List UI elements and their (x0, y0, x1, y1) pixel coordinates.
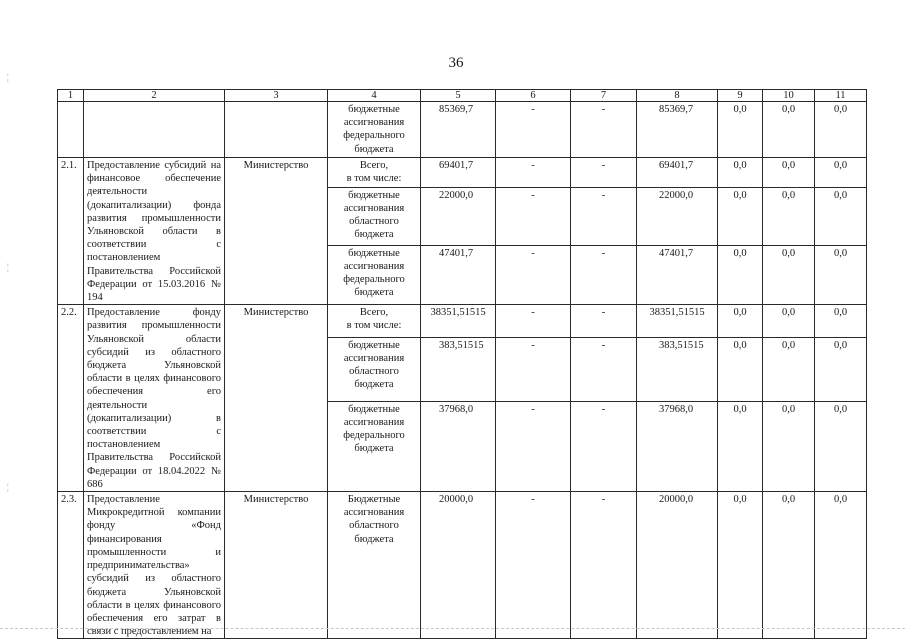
table-row (58, 102, 867, 158)
value-col9: 0,0 (718, 305, 763, 337)
value-col10: 0,0 (763, 337, 815, 401)
page-number: 36 (448, 55, 464, 71)
value-col9: 0,0 (718, 337, 763, 401)
item-name-cell: Предоставление фонду развития промышленности Ульяновской области субсидий из областного бюджета Ульяновской области в целях финансового обеспечения его деятельности (докапитализации) в соответствии с постановлением Правительства Российской Федерации от 18.04.2022 № 686 (84, 305, 225, 492)
value-col5: 85369,7 (421, 102, 496, 158)
item-name-cell (84, 102, 225, 158)
value-col11: 0,0 (815, 337, 867, 401)
value-col9: 0,0 (718, 187, 763, 245)
value-col5: 37968,0 (421, 401, 496, 491)
value-col9: 0,0 (718, 492, 763, 639)
value-col6: - (496, 102, 571, 158)
value-col10: 0,0 (763, 187, 815, 245)
budget-table (57, 89, 867, 639)
source-cell: Бюджетные ассигнования областного бюджета (328, 492, 421, 639)
value-col5: 383,51515 (421, 337, 496, 401)
value-col6: - (496, 245, 571, 304)
column-number: 5 (421, 90, 496, 102)
value-col10: 0,0 (763, 305, 815, 337)
source-cell: бюджетные ассигнования областного бюджета (328, 187, 421, 245)
value-col7: - (571, 492, 637, 639)
executor-cell: Министерство (225, 305, 328, 492)
value-col11: 0,0 (815, 305, 867, 337)
value-col7: - (571, 305, 637, 337)
value-col8: 38351,51515 (637, 305, 718, 337)
table-row (58, 158, 867, 188)
margin-mark: ¦ (7, 72, 9, 82)
value-col5: 20000,0 (421, 492, 496, 639)
executor-cell: Министерство (225, 492, 328, 639)
column-number: 8 (637, 90, 718, 102)
value-col9: 0,0 (718, 102, 763, 158)
value-col6: - (496, 305, 571, 337)
table-row (58, 305, 867, 337)
executor-cell (225, 102, 328, 158)
value-col11: 0,0 (815, 102, 867, 158)
column-number: 6 (496, 90, 571, 102)
value-col8: 22000,0 (637, 187, 718, 245)
column-number: 1 (58, 90, 84, 102)
value-col8: 20000,0 (637, 492, 718, 639)
value-col10: 0,0 (763, 102, 815, 158)
value-col9: 0,0 (718, 158, 763, 188)
value-col5: 69401,7 (421, 158, 496, 188)
source-cell: бюджетные ассигнования федерального бюджета (328, 245, 421, 304)
value-col9: 0,0 (718, 245, 763, 304)
value-col5: 38351,51515 (421, 305, 496, 337)
scan-edge-line (0, 628, 905, 631)
column-number: 3 (225, 90, 328, 102)
value-col11: 0,0 (815, 158, 867, 188)
column-number: 4 (328, 90, 421, 102)
value-col6: - (496, 401, 571, 491)
column-number: 7 (571, 90, 637, 102)
value-col10: 0,0 (763, 492, 815, 639)
value-col10: 0,0 (763, 158, 815, 188)
item-name-cell: Предоставление субсидий на финансовое обеспечение деятельности (докапитализации) фонда развития промышленности Ульяновской области в соответствии с постановлением Правительства Российской Федерации от 15.03.2016 № 194 (84, 158, 225, 305)
value-col7: - (571, 158, 637, 188)
value-col6: - (496, 158, 571, 188)
value-col6: - (496, 337, 571, 401)
item-name-cell: Предоставление Микрокредитной компании фонду «Фонд финансирования промышленности и предпринимательства» субсидий из областного бюджета Ульяновской области в целях финансового обеспечения его затрат в связи с предоставлением на (84, 492, 225, 639)
item-number-cell (58, 102, 84, 158)
value-col8: 383,51515 (637, 337, 718, 401)
value-col7: - (571, 187, 637, 245)
source-cell: бюджетные ассигнования областного бюджета (328, 337, 421, 401)
source-cell: Всего, в том числе: (328, 158, 421, 188)
value-col5: 22000,0 (421, 187, 496, 245)
value-col6: - (496, 492, 571, 639)
value-col7: - (571, 401, 637, 491)
value-col7: - (571, 337, 637, 401)
item-number-cell: 2.1. (58, 158, 84, 305)
column-number-row (58, 90, 867, 102)
executor-cell: Министерство (225, 158, 328, 305)
value-col11: 0,0 (815, 187, 867, 245)
column-number: 2 (84, 90, 225, 102)
value-col8: 85369,7 (637, 102, 718, 158)
value-col9: 0,0 (718, 401, 763, 491)
item-number-cell: 2.2. (58, 305, 84, 492)
value-col7: - (571, 102, 637, 158)
value-col11: 0,0 (815, 401, 867, 491)
source-cell: Всего, в том числе: (328, 305, 421, 337)
source-cell: бюджетные ассигнования федерального бюджета (328, 401, 421, 491)
column-number: 11 (815, 90, 867, 102)
value-col11: 0,0 (815, 492, 867, 639)
item-number-cell: 2.3. (58, 492, 84, 639)
value-col8: 69401,7 (637, 158, 718, 188)
value-col7: - (571, 245, 637, 304)
value-col5: 47401,7 (421, 245, 496, 304)
column-number: 10 (763, 90, 815, 102)
column-number: 9 (718, 90, 763, 102)
value-col11: 0,0 (815, 245, 867, 304)
value-col8: 37968,0 (637, 401, 718, 491)
table-row (58, 492, 867, 639)
value-col10: 0,0 (763, 401, 815, 491)
margin-mark: ¦ (7, 262, 9, 272)
source-cell: бюджетные ассигнования федерального бюджета (328, 102, 421, 158)
margin-mark: ¦ (7, 482, 9, 492)
value-col8: 47401,7 (637, 245, 718, 304)
value-col6: - (496, 187, 571, 245)
value-col10: 0,0 (763, 245, 815, 304)
